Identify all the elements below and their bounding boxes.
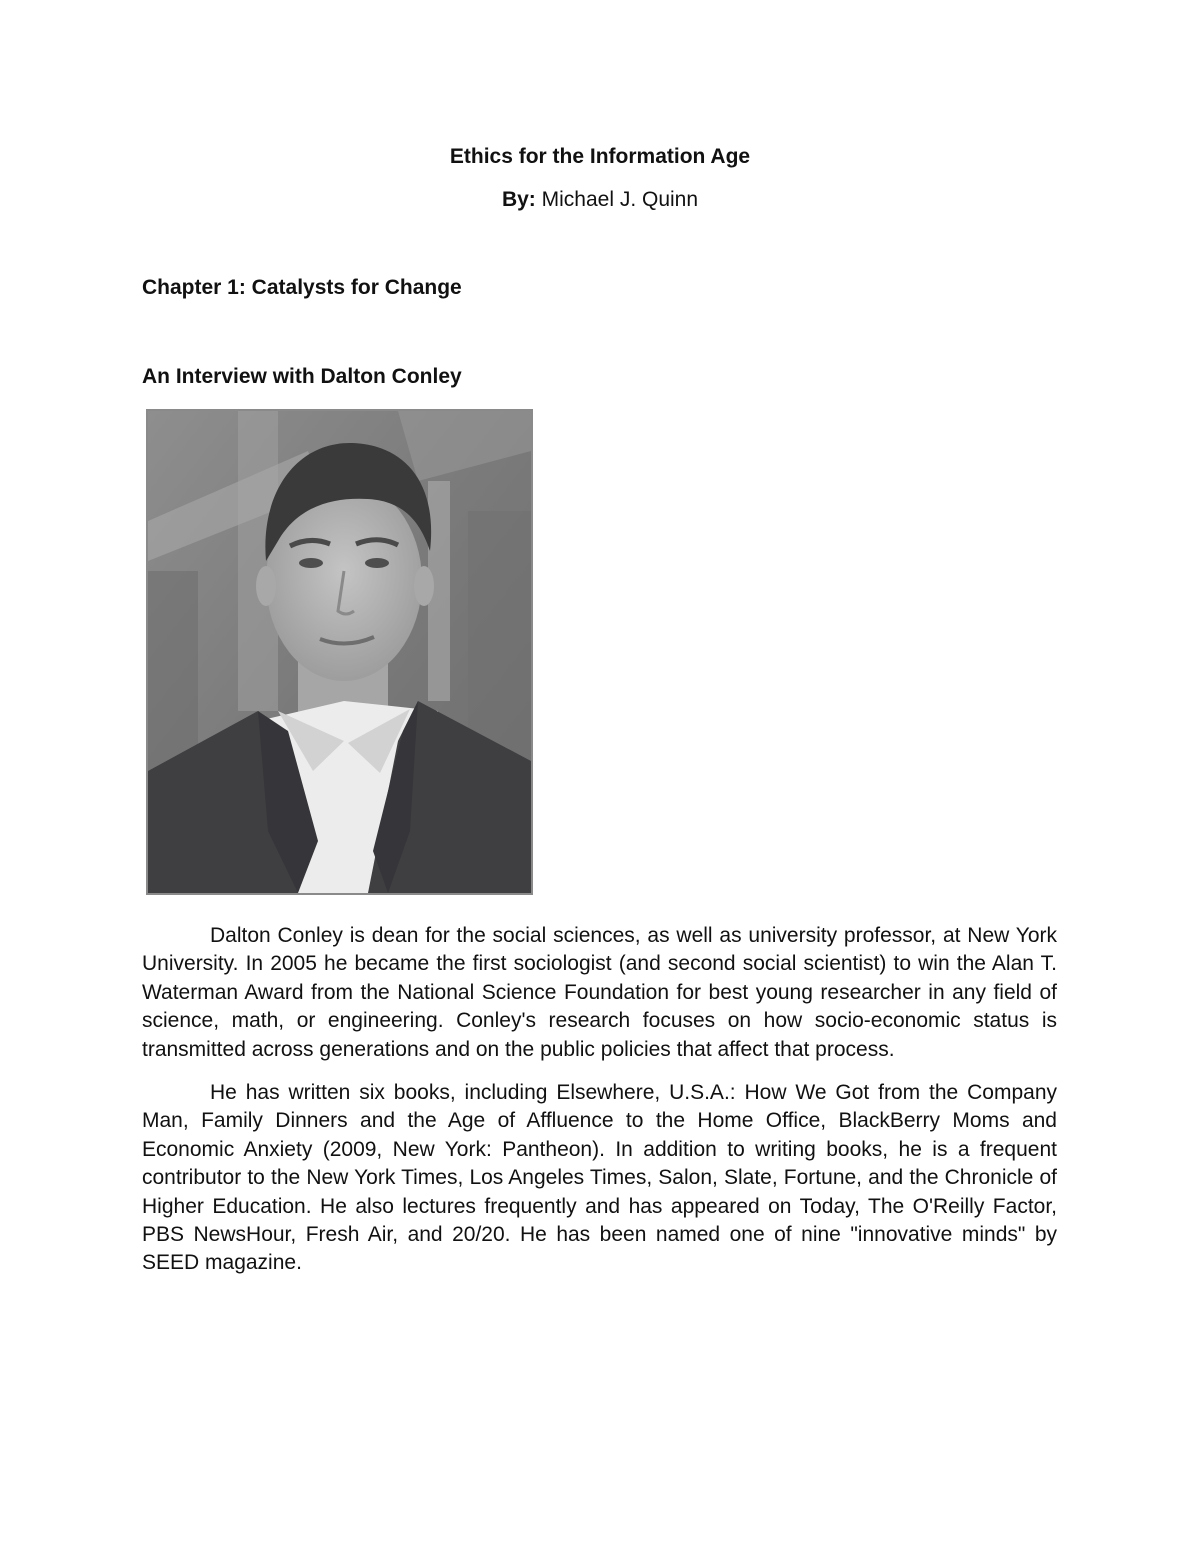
paragraph-1: Dalton Conley is dean for the social sciences, as well as university professor, at New York University. In 2005 he became the first sociologist (and second social scientist) to win the Alan T. Waterman Award from the National Science Foundation for best young researcher in any field of science, math, or engineering. Conley's research focuses on how socio-economic status is transmitted across generations and on the public policies that affect that process.: [142, 924, 1057, 1061]
byline: [0, 186, 1200, 214]
chapter-heading: Chapter 1: Catalysts for Change: [142, 276, 462, 299]
byline-label: By:: [501, 188, 536, 211]
paragraph-2: He has written six books, including Elsewhere, U.S.A.: How We Got from the Company Man, Family Dinners and the Age of Affluence to the Home Office, BlackBerry Moms and Economic Anxiety (2009, New York: Pantheon). In addition to writing books, he is a frequent contributor to the New York Times, Los Angeles Times, Salon, Slate, Fortune, and the Chronicle of Higher Education. He also lectures frequently and has appeared on Today, The O'Reilly Factor, PBS NewsHour, Fresh Air, and 20/20. He has been named one of nine "innovative minds" by SEED magazine.: [142, 1081, 1057, 1275]
body-text: [142, 922, 1057, 1293]
byline-author: Michael J. Quinn: [535, 188, 699, 211]
section-heading: An Interview with Dalton Conley: [142, 365, 462, 388]
document-title: Ethics for the Information Age: [449, 145, 751, 168]
portrait-image: [148, 411, 531, 893]
portrait-photo: [146, 409, 533, 895]
